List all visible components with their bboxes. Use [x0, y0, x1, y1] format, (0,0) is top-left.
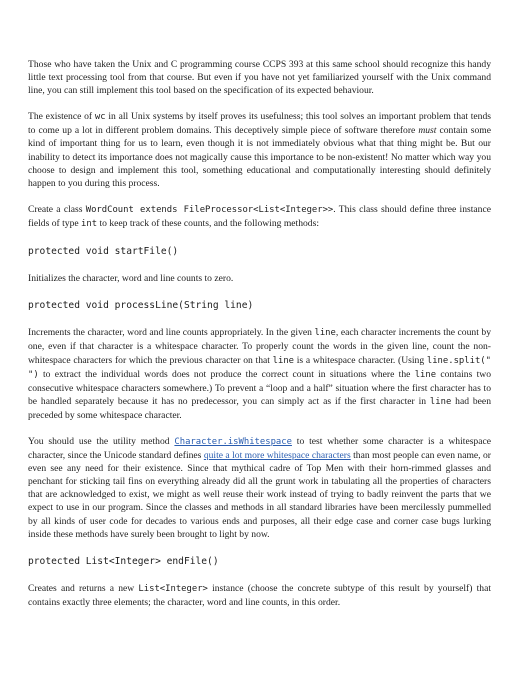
text-run: is a whitespace character. (Using: [294, 354, 427, 366]
inline-code-wc: wc: [94, 112, 106, 123]
emphasis-must: must: [418, 125, 437, 137]
method-signature-endfile: protected List<Integer> endFile(): [28, 555, 219, 567]
paragraph-processline-desc: [28, 326, 491, 422]
text-run: than most people can even name, or even see any need for their existence. Since that mythical cadre of Top Men with their horn-rimmed glasses and penchant for sticking tail fins on everything already did all the grunt work in tabulating all the properties of characters that are acknowledged to exist, we might as well reuse their work instead of trying to badly reinvent the parts that we expect to use in our program. Since the classes and methods in all standard libraries have been mercilessly pummelled by all kinds of user code for decades to various ends and purposes, all their edge case and corner case bugs lurking inside these methods have surely been brought to light by now.: [28, 450, 491, 540]
inline-code-list-integer: List<Integer>: [138, 583, 208, 594]
text-run: Create a class: [28, 203, 86, 215]
paragraph-wc-existence: [28, 110, 491, 190]
inline-code-line: line: [314, 328, 336, 339]
text-run: contains two consecutive whitespace characters somewhere.) To prevent a “loop and a half” situation where the first character has to be handled separately because it has no predecessor, you can simply act as if the first character in: [28, 368, 491, 407]
text-run: to test whether some character is a whitespace character, since the Unicode standard defines: [28, 435, 492, 462]
inline-code-line: line: [429, 396, 452, 407]
paragraph-endfile-desc: [28, 582, 491, 609]
inline-code-line: line: [272, 355, 295, 366]
text-run: in all Unix systems by itself proves its usefulness; this tool solves an important problem that tends to come up a lot in different problem domains. This deceptively simple piece of software therefore: [28, 111, 492, 137]
inline-code-split: line.split(" "): [28, 355, 491, 380]
link-character-iswhitespace[interactable]: Character.isWhitespace: [174, 436, 292, 447]
text-run: The existence of: [28, 111, 95, 123]
inline-code-int: int: [81, 218, 98, 229]
text-run: . This class should define three instance fields of type: [28, 203, 491, 229]
method-signature-startfile: protected void startFile(): [28, 246, 179, 258]
method-signature-processline: protected void processLine(String line): [28, 300, 254, 312]
text-run: , each character increments the count by one, even if that character is a whitespace character. To properly count the words in the given line, count the non-whitespace characters for which the previous character on that: [28, 327, 492, 366]
paragraph-whitespace-utility: [28, 435, 491, 541]
text-run: had been preceded by some whitespace character.: [28, 395, 491, 421]
text-run: Increments the character, word and line counts appropriately. In the given: [28, 327, 315, 339]
text-run: to keep track of these counts, and the following methods:: [97, 217, 319, 229]
inline-code-class-decl: WordCount extends FileProcessor<List<Integer>>: [85, 204, 334, 215]
text-run: to extract the individual words does not produce the correct count in situations where the: [38, 368, 415, 380]
text-run: instance (choose the concrete subtype of this result by yourself) that contains exactly three elements; the character, word and line counts, in this order.: [28, 582, 491, 608]
paragraph-create-class: [28, 203, 491, 231]
document-page: [28, 58, 491, 609]
link-whitespace-characters[interactable]: quite a lot more whitespace characters: [203, 450, 351, 462]
text-run: Creates and returns a new: [28, 582, 139, 594]
paragraph-startfile-desc: Initializes the character, word and line counts to zero.: [28, 273, 234, 285]
text-run: contain some kind of important thing for us to learn, even though it is not immediately obvious what that thing might be. But our inability to detect its importance does not magically cause this importance to be non-existent! No matter which way you choose to design and implement this tool, something educational and computationally interesting should definitely happen to you during this process.: [28, 125, 491, 189]
inline-code-line: line: [414, 369, 437, 380]
text-run: You should use the utility method: [28, 435, 175, 447]
paragraph-intro: Those who have taken the Unix and C programming course CCPS 393 at this same school should recognize this handy little text processing tool from that course. But even if you have not yet familiarized yourself with the Unix command line, you can still implement this tool based on the specification of its expected behaviour.: [28, 59, 491, 97]
